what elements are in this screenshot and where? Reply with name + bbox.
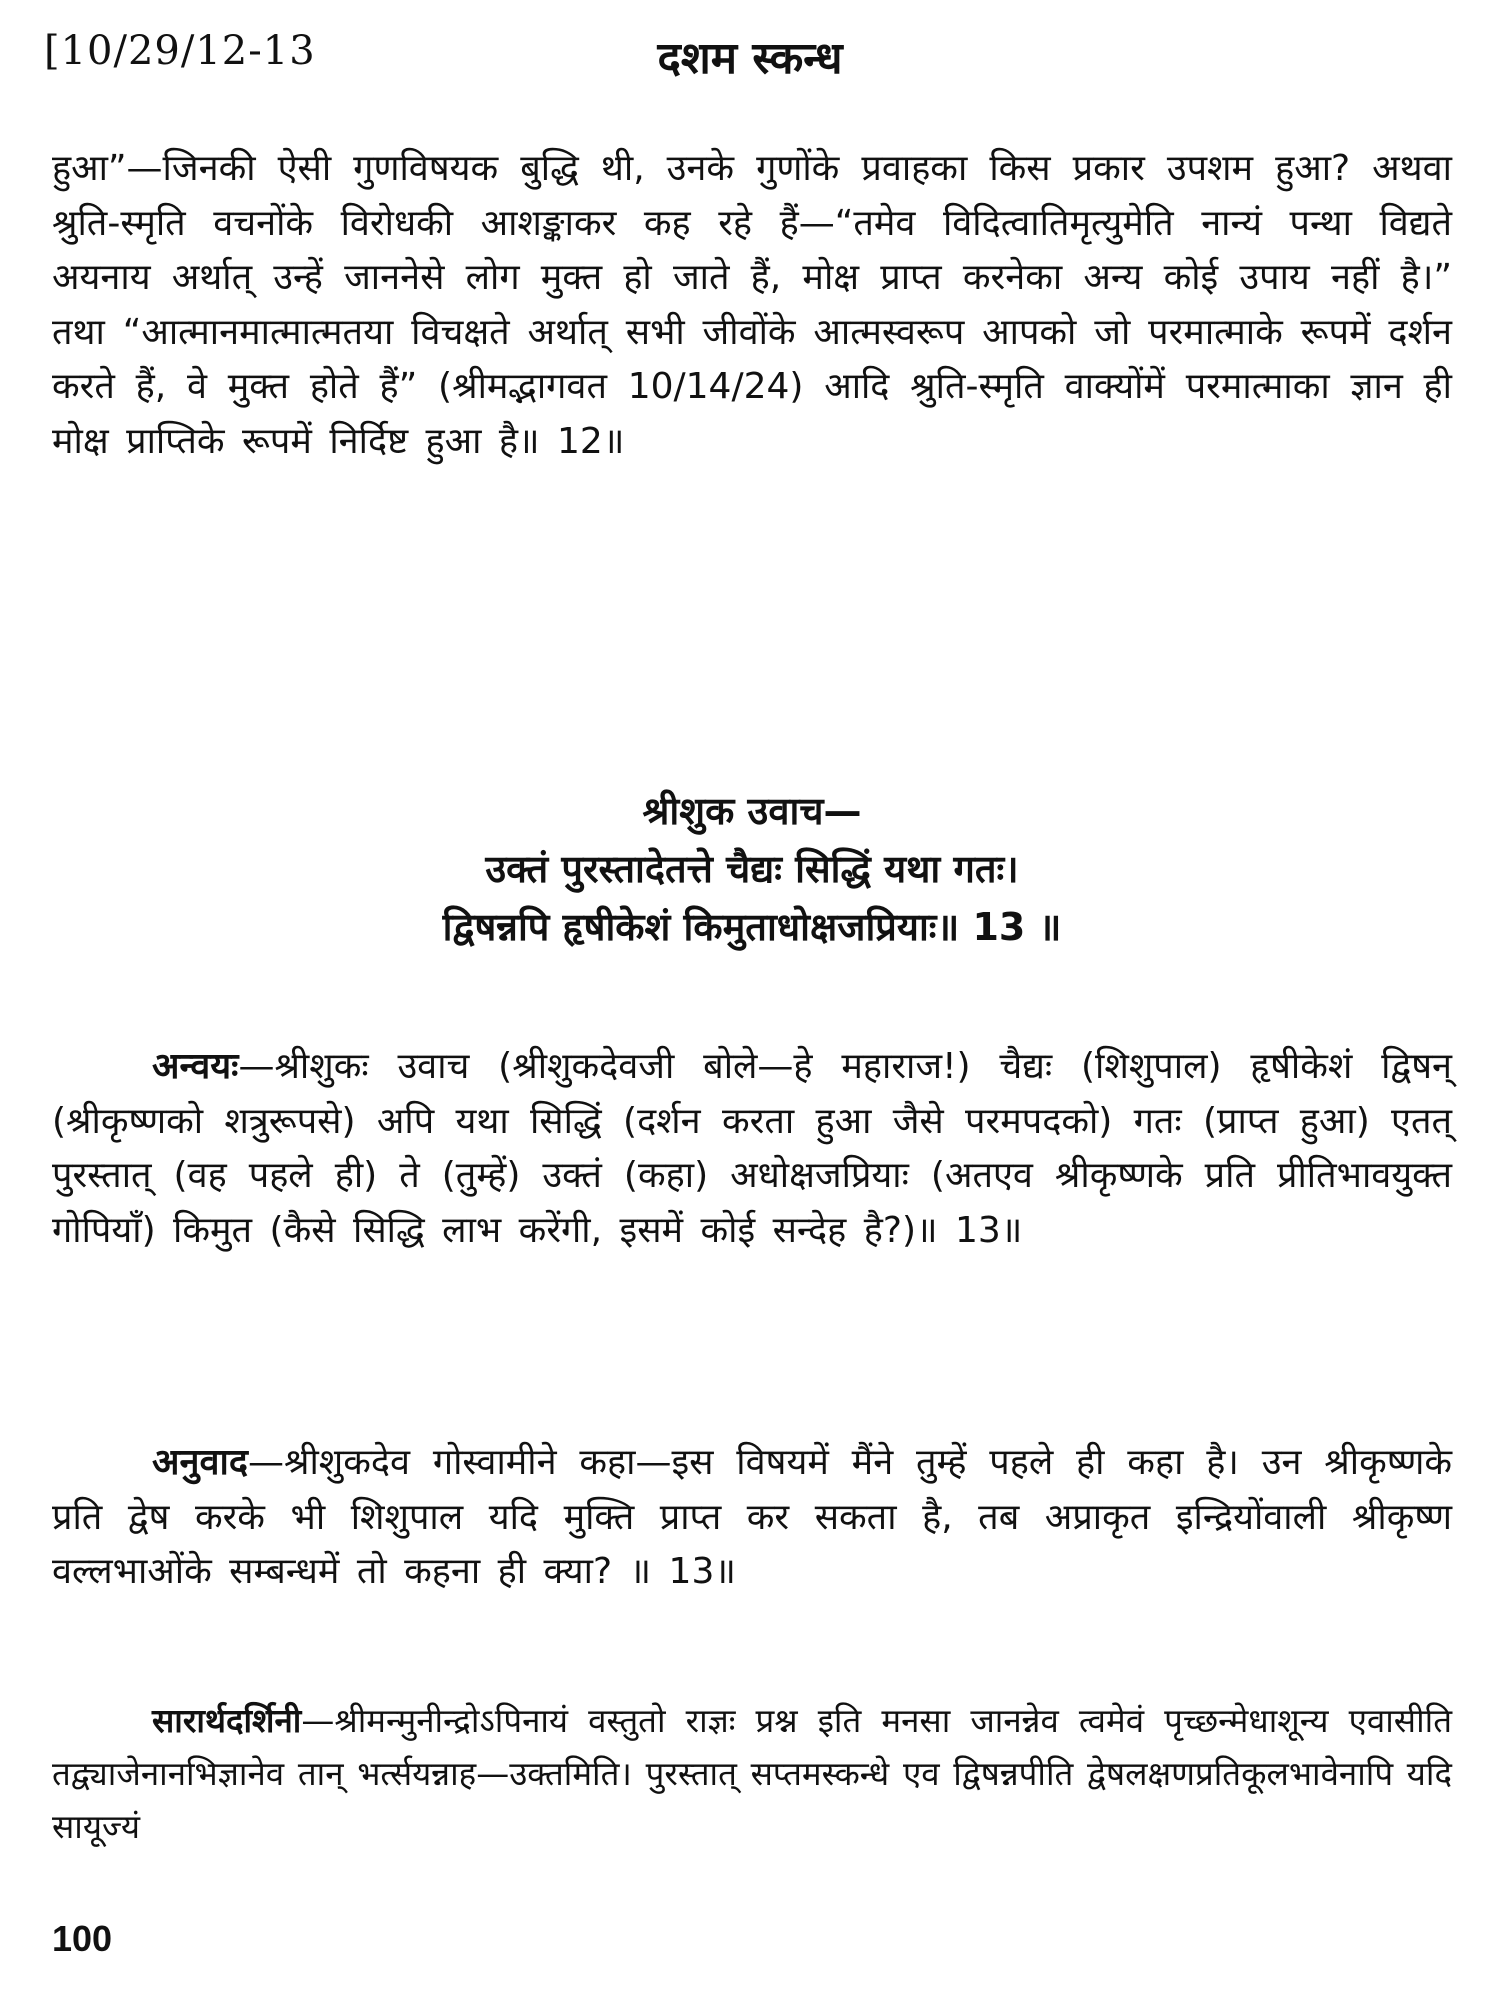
verse-reference: [10/29/12-13 xyxy=(44,28,316,74)
anvaya-label: अन्वयः xyxy=(152,1046,239,1087)
anuvada-text: —श्रीशुकदेव गोस्वामीने कहा—इस विषयमें मैंने तुम्हें पहले ही कहा है। उन श्रीकृष्णके प्रति द्वेष करके भी शिशुपाल यदि मुक्ति प्राप्त कर सकता है, तब अप्राकृत इन्द्रियोंवाली श्रीकृष्ण वल्लभाओंके सम्बन्धमें तो कहना ही क्या? ॥ 13॥ xyxy=(52,1442,1452,1592)
anuvada-paragraph xyxy=(52,1436,1452,1600)
page-number: 100 xyxy=(52,1918,113,1959)
verse-speaker: श्रीशुक उवाच— xyxy=(642,789,862,833)
commentary-paragraph: हुआ”—जिनकी ऐसी गुणविषयक बुद्धि थी, उनके गुणोंके प्रवाहका किस प्रकार उपशम हुआ? अथवा श्रुति-स्मृति वचनोंके विरोधकी आशङ्काकर कह रहे हैं—“तमेव विदित्वातिमृत्युमेति नान्यं पन्था विद्यते अयनाय अर्थात् उन्हें जाननेसे लोग मुक्त हो जाते हैं, मोक्ष प्राप्त करनेका अन्य कोई उपाय नहीं है।” तथा “आत्मानमात्मात्मतया विचक्षते अर्थात् सभी जीवोंके आत्मस्वरूप आपको जो परमात्माके रूपमें दर्शन करते हैं, वे मुक्त होते हैं” (श्रीमद्भागवत 10/14/24) आदि श्रुति-स्मृति वाक्योंमें परमात्माका ज्ञान ही मोक्ष प्राप्तिके रूपमें निर्दिष्ट हुआ है॥ 12॥ xyxy=(52,148,1452,462)
anuvada-label: अनुवाद xyxy=(152,1442,248,1483)
sarartha-paragraph xyxy=(52,1694,1452,1853)
anvaya-text: —श्रीशुकः उवाच (श्रीशुकदेवजी बोले—हे महाराज!) चैद्यः (शिशुपाल) हृषीकेशं द्विषन् (श्रीकृष्णको शत्रुरूपसे) अपि यथा सिद्धिं (दर्शन करता हुआ जैसे परमपदको) गतः (प्राप्त हुआ) एतत् पुरस्तात् (वह पहले ही) ते (तुम्हें) उक्तं (कहा) अधोक्षजप्रियाः (अतएव श्रीकृष्णके प्रति प्रीतिभावयुक्त गोपियाँ) किमुत (कैसे सिद्धि लाभ करेंगी, इसमें कोई सन्देह है?)॥ 13॥ xyxy=(52,1046,1452,1251)
sarartha-text: —श्रीमन्मुनीन्द्रोऽपिनायं वस्तुतो राज्ञः प्रश्न इति मनसा जानन्नेव त्वमेवं पृच्छन्मेधाशून्य एवासीति तद्व्याजेनानभिज्ञानेव तान् भर्त्सयन्नाह—उक्तमिति। पुरस्तात् सप्तमस्कन्धे एव द्विषन्नपीति द्वेषलक्षणप्रतिकूलभावेनापि यदि सायूज्यं xyxy=(52,1701,1452,1846)
sarartha-label: सारार्थदर्शिनी xyxy=(152,1701,302,1740)
verse-line-2: द्विषन्नपि हृषीकेशं किमुताधोक्षजप्रियाः॥ 13 ॥ xyxy=(442,905,1062,949)
anvaya-paragraph xyxy=(52,1040,1452,1258)
sanskrit-verse xyxy=(52,782,1452,956)
verse-line-1: उक्तं पुरस्तादेतत्ते चैद्यः सिद्धिं यथा गतः। xyxy=(485,847,1019,891)
page-header xyxy=(44,22,1456,92)
running-title: दशम स्कन्ध xyxy=(657,33,843,84)
